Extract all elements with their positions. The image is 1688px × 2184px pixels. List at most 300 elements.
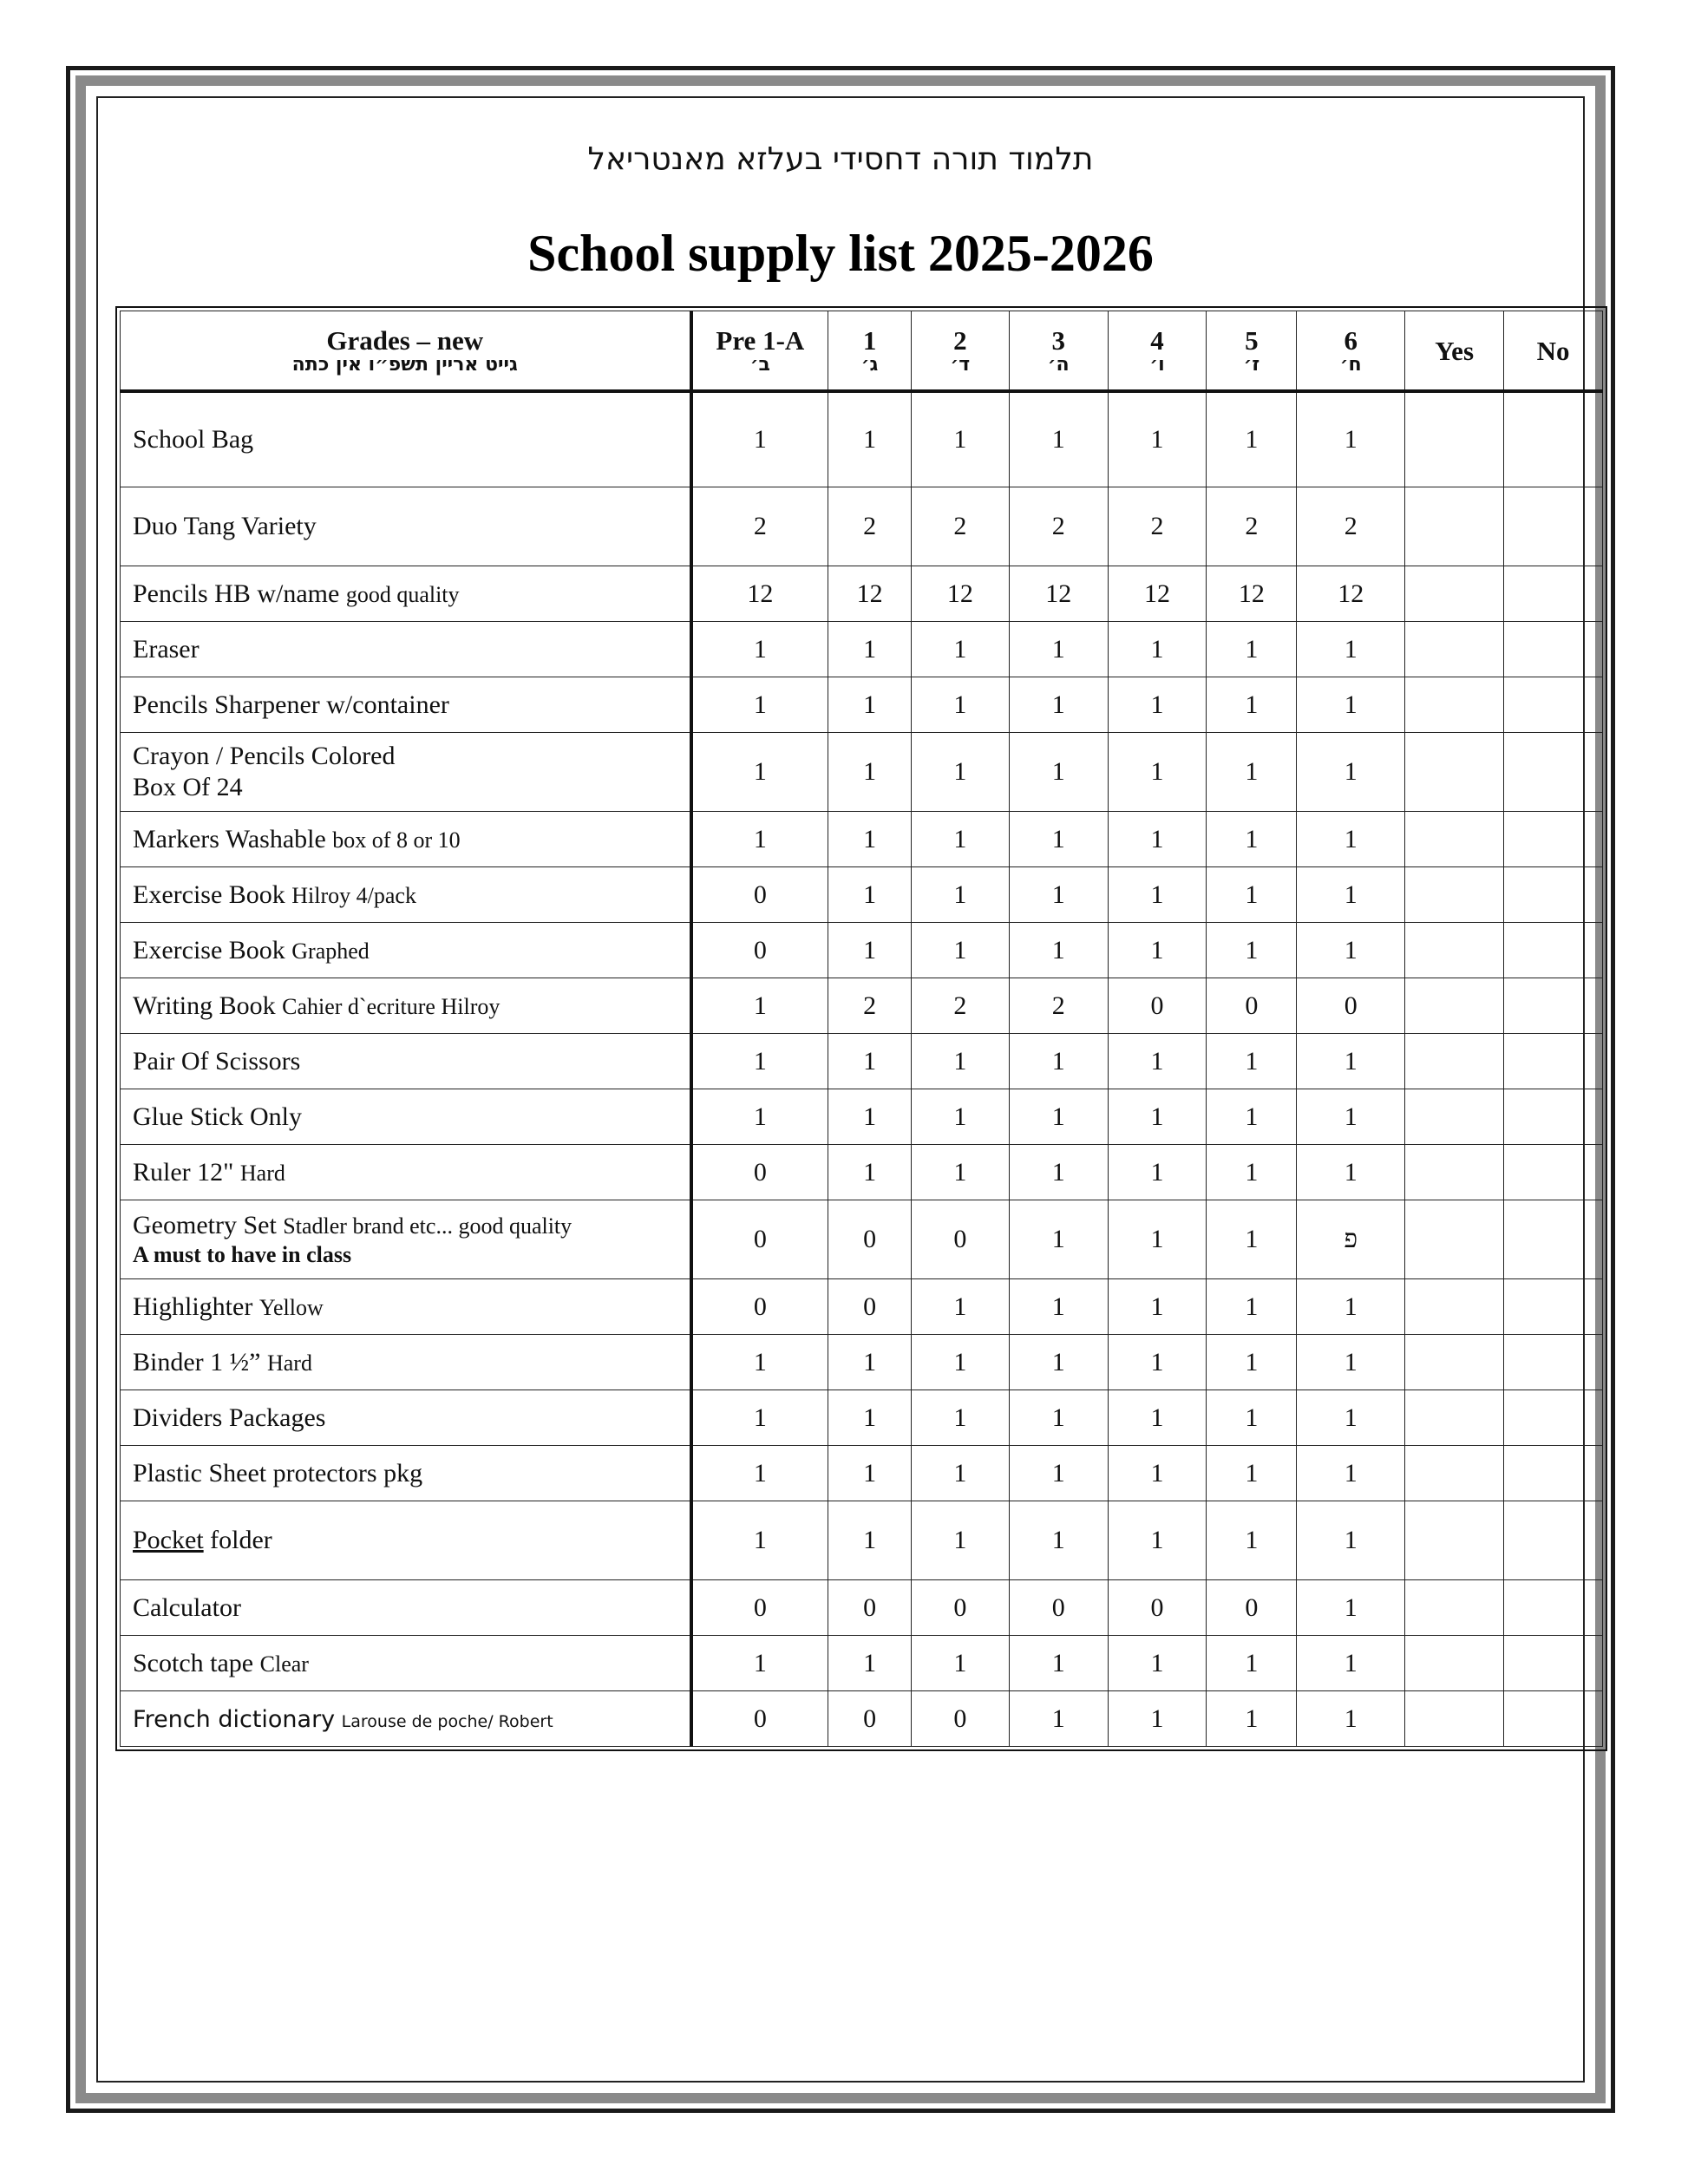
quantity-cell: 1 [1009,867,1108,923]
item-name-rest: folder [203,1526,272,1554]
item-name: Pencils HB w/name [133,579,340,608]
quantity-cell: 0 [691,1200,828,1279]
quantity-cell: 1 [1009,1089,1108,1145]
quantity-cell: 1 [828,1636,912,1691]
yes-checkbox-cell[interactable] [1405,733,1504,812]
quantity-cell: 1 [1297,1390,1405,1446]
quantity-cell: 0 [1207,1580,1297,1636]
table-row [121,1580,1603,1636]
quantity-cell: 1 [911,1501,1009,1580]
quantity-cell: 1 [911,733,1009,812]
quantity-cell: 1 [1297,1691,1405,1747]
table-row [121,1034,1603,1089]
quantity-cell: 1 [1207,1335,1297,1390]
item-cell [121,733,691,812]
yes-checkbox-cell[interactable] [1405,1145,1504,1200]
quantity-cell: 2 [1108,487,1207,566]
no-checkbox-cell[interactable] [1504,566,1603,622]
item-name: Highlighter [133,1291,253,1321]
quantity-cell: 1 [1009,622,1108,677]
quantity-cell: 1 [1108,1501,1207,1580]
quantity-cell: 1 [691,812,828,867]
quantity-cell: 0 [911,1580,1009,1636]
table-row [121,566,1603,622]
yes-checkbox-cell[interactable] [1405,1446,1504,1501]
quantity-cell: 1 [1108,677,1207,733]
quantity-cell: 1 [1207,1089,1297,1145]
item-name: Glue Stick Only [133,1102,302,1131]
yes-checkbox-cell[interactable] [1405,677,1504,733]
quantity-cell: 0 [1108,1580,1207,1636]
item-note: Yellow [258,1294,324,1320]
item-cell [121,677,691,733]
quantity-cell: 12 [1108,566,1207,622]
item-note: Clear [259,1651,309,1677]
quantity-cell: 1 [1009,1636,1108,1691]
item-cell [121,487,691,566]
item-note: good quality [345,581,460,607]
no-checkbox-cell[interactable] [1504,677,1603,733]
quantity-cell: 1 [1297,1145,1405,1200]
column-header-hebrew: ב׳ [749,353,770,376]
table-row [121,391,1603,487]
column-header [691,311,828,392]
quantity-cell: 1 [1297,1446,1405,1501]
quantity-cell: 0 [1297,978,1405,1034]
quantity-cell: 1 [1009,1279,1108,1335]
organization-name: תלמוד תורה דחסידי בעלזא מאנטריאל [587,141,1094,177]
yes-checkbox-cell[interactable] [1405,487,1504,566]
item-cell [121,978,691,1034]
quantity-cell: 2 [1207,487,1297,566]
table-row [121,978,1603,1034]
quantity-cell: 1 [911,867,1009,923]
quantity-cell: 1 [1207,1636,1297,1691]
column-header-label: No [1536,335,1570,366]
quantity-cell: 1 [911,1145,1009,1200]
item-note: Stadler brand etc... good quality [283,1213,572,1239]
column-header [1405,311,1504,392]
column-header [121,311,691,392]
yes-checkbox-cell[interactable] [1405,978,1504,1034]
column-header-hebrew: גייט אריין תשפ״ו אין כתה [291,353,518,376]
quantity-cell: 1 [828,923,912,978]
quantity-cell: 1 [1207,867,1297,923]
quantity-cell: 0 [911,1200,1009,1279]
item-cell [121,923,691,978]
header-row [121,311,1603,392]
quantity-cell: 1 [1108,1089,1207,1145]
no-checkbox-cell[interactable] [1504,391,1603,487]
quantity-cell: 1 [691,1335,828,1390]
item-name: French dictionary [133,1705,336,1733]
supply-table-wrapper [115,306,1607,1751]
quantity-cell: 1 [1009,1335,1108,1390]
quantity-cell: 1 [1297,1089,1405,1145]
quantity-cell: 1 [911,1446,1009,1501]
quantity-cell: 1 [1009,812,1108,867]
no-checkbox-cell[interactable] [1504,1335,1603,1390]
quantity-cell: 1 [691,1034,828,1089]
quantity-cell: 1 [1297,923,1405,978]
quantity-cell: 1 [691,1446,828,1501]
column-header-label: 4 [1150,324,1164,356]
column-header-label: 3 [1051,324,1065,356]
quantity-cell: 0 [911,1691,1009,1747]
no-checkbox-cell[interactable] [1504,1636,1603,1691]
quantity-cell: 1 [1207,923,1297,978]
item-cell [121,812,691,867]
quantity-cell: 0 [691,1145,828,1200]
yes-checkbox-cell[interactable] [1405,1390,1504,1446]
quantity-cell: 1 [911,1089,1009,1145]
column-header-label: 6 [1344,324,1358,356]
table-row [121,1636,1603,1691]
quantity-cell: 1 [828,1089,912,1145]
no-checkbox-cell[interactable] [1504,487,1603,566]
quantity-cell: 1 [1009,1501,1108,1580]
column-header [1108,311,1207,392]
page-border [75,75,1606,2103]
no-checkbox-cell[interactable] [1504,923,1603,978]
quantity-cell: 1 [1108,733,1207,812]
quantity-cell: 1 [1297,1636,1405,1691]
quantity-cell: 2 [828,487,912,566]
quantity-cell: 1 [1207,1145,1297,1200]
quantity-cell: 0 [1207,978,1297,1034]
item-cell [121,1580,691,1636]
quantity-cell: 1 [1108,1200,1207,1279]
quantity-cell: 1 [1009,391,1108,487]
quantity-cell: 1 [1108,1390,1207,1446]
column-header-hebrew: ז׳ [1243,353,1260,376]
yes-checkbox-cell[interactable] [1405,1335,1504,1390]
yes-checkbox-cell[interactable] [1405,1501,1504,1580]
page-content [96,96,1585,2083]
quantity-cell: 1 [1297,1034,1405,1089]
quantity-cell: 1 [911,923,1009,978]
column-header [1207,311,1297,392]
yes-checkbox-cell[interactable] [1405,867,1504,923]
item-cell [121,1335,691,1390]
item-note: Cahier d`ecriture Hilroy [282,993,501,1019]
yes-checkbox-cell[interactable] [1405,1200,1504,1279]
item-name: Plastic Sheet protectors pkg [133,1458,423,1488]
quantity-cell: 1 [828,812,912,867]
item-name: Eraser [133,634,200,664]
no-checkbox-cell[interactable] [1504,1034,1603,1089]
item-name: Scotch tape [133,1648,254,1677]
item-name: Crayon / Pencils Colored [133,742,396,770]
quantity-cell: 1 [911,622,1009,677]
item-cell [121,1200,691,1279]
quantity-cell: 1 [1297,733,1405,812]
column-header-hebrew: ג׳ [860,353,879,376]
quantity-cell: 1 [1207,1279,1297,1335]
quantity-cell: 1 [1108,923,1207,978]
quantity-cell: 1 [1009,1034,1108,1089]
quantity-cell: 1 [911,1390,1009,1446]
quantity-cell: 1 [1108,1335,1207,1390]
quantity-cell: 1 [828,391,912,487]
quantity-cell: פ [1297,1200,1405,1279]
column-header [1297,311,1405,392]
column-header [1009,311,1108,392]
table-row [121,1501,1603,1580]
item-name: Geometry Set [133,1211,277,1240]
quantity-cell: 1 [911,1279,1009,1335]
quantity-cell: 0 [828,1200,912,1279]
yes-checkbox-cell[interactable] [1405,1636,1504,1691]
quantity-cell: 0 [828,1279,912,1335]
quantity-cell: 1 [1108,1034,1207,1089]
quantity-cell: 1 [1297,677,1405,733]
quantity-cell: 1 [1207,733,1297,812]
quantity-cell: 12 [1207,566,1297,622]
quantity-cell: 1 [828,733,912,812]
item-cell [121,1636,691,1691]
quantity-cell: 1 [1108,1279,1207,1335]
column-header-label: Pre 1-A [716,324,805,356]
quantity-cell: 0 [1009,1580,1108,1636]
yes-checkbox-cell[interactable] [1405,1580,1504,1636]
item-note: Hard [266,1350,312,1376]
quantity-cell: 1 [1009,1200,1108,1279]
item-note: Hilroy 4/pack [291,882,416,908]
no-checkbox-cell[interactable] [1504,1446,1603,1501]
table-row [121,1390,1603,1446]
yes-checkbox-cell[interactable] [1405,1089,1504,1145]
yes-checkbox-cell[interactable] [1405,812,1504,867]
item-cell [121,391,691,487]
quantity-cell: 2 [911,487,1009,566]
quantity-cell: 1 [911,677,1009,733]
quantity-cell: 1 [1009,1145,1108,1200]
item-name: Binder 1 ½” [133,1347,261,1376]
quantity-cell: 1 [1207,812,1297,867]
quantity-cell: 1 [1207,1446,1297,1501]
yes-checkbox-cell[interactable] [1405,566,1504,622]
quantity-cell: 1 [1108,1145,1207,1200]
quantity-cell: 12 [828,566,912,622]
quantity-cell: 2 [1297,487,1405,566]
quantity-cell: 1 [911,391,1009,487]
quantity-cell: 1 [691,391,828,487]
table-row [121,1145,1603,1200]
supply-table [120,311,1603,1747]
no-checkbox-cell[interactable] [1504,1279,1603,1335]
yes-checkbox-cell[interactable] [1405,391,1504,487]
no-checkbox-cell[interactable] [1504,1200,1603,1279]
quantity-cell: 1 [1108,622,1207,677]
quantity-cell: 1 [1009,1390,1108,1446]
item-cell [121,622,691,677]
item-name: School Bag [133,425,254,454]
item-note: box of 8 or 10 [332,827,461,853]
item-note: Graphed [291,938,370,964]
quantity-cell: 1 [1207,1691,1297,1747]
quantity-cell: 1 [828,677,912,733]
quantity-cell: 1 [1207,1501,1297,1580]
quantity-cell: 1 [828,1034,912,1089]
column-header-hebrew: ח׳ [1339,353,1362,376]
item-cell [121,1446,691,1501]
quantity-cell: 2 [1009,487,1108,566]
column-header-label: Yes [1435,335,1475,366]
yes-checkbox-cell[interactable] [1405,923,1504,978]
column-header-label: 5 [1245,324,1259,356]
quantity-cell: 1 [1108,812,1207,867]
item-cell [121,1145,691,1200]
item-cell [121,566,691,622]
no-checkbox-cell[interactable] [1504,1145,1603,1200]
no-checkbox-cell[interactable] [1504,978,1603,1034]
quantity-cell: 1 [828,622,912,677]
column-header-label: Grades – new [326,324,484,356]
quantity-cell: 1 [828,1446,912,1501]
quantity-cell: 1 [1297,1580,1405,1636]
item-name: Writing Book [133,991,276,1020]
table-body [121,391,1603,1747]
no-checkbox-cell[interactable] [1504,622,1603,677]
item-name: Pocket [133,1526,204,1554]
item-name: Ruler 12" [133,1157,234,1187]
yes-checkbox-cell[interactable] [1405,1034,1504,1089]
quantity-cell: 1 [828,867,912,923]
quantity-cell: 12 [1009,566,1108,622]
quantity-cell: 1 [1297,812,1405,867]
quantity-cell: 1 [1297,1335,1405,1390]
quantity-cell: 1 [828,1501,912,1580]
column-header-hebrew: ה׳ [1047,353,1070,376]
quantity-cell: 1 [1009,733,1108,812]
quantity-cell: 1 [1297,867,1405,923]
item-name: Exercise Book [133,935,285,964]
quantity-cell: 1 [911,1335,1009,1390]
quantity-cell: 2 [828,978,912,1034]
quantity-cell: 0 [1108,978,1207,1034]
no-checkbox-cell[interactable] [1504,1390,1603,1446]
quantity-cell: 1 [1207,1034,1297,1089]
item-cell [121,1691,691,1747]
quantity-cell: 1 [1297,391,1405,487]
quantity-cell: 1 [1207,622,1297,677]
item-name: Exercise Book [133,879,285,909]
quantity-cell: 0 [691,923,828,978]
column-header-hebrew: ו׳ [1149,353,1165,376]
quantity-cell: 1 [1108,1636,1207,1691]
quantity-cell: 1 [691,1390,828,1446]
table-row [121,1089,1603,1145]
quantity-cell: 1 [1009,677,1108,733]
quantity-cell: 0 [691,1691,828,1747]
yes-checkbox-cell[interactable] [1405,1691,1504,1747]
table-row [121,733,1603,812]
quantity-cell: 12 [1297,566,1405,622]
table-row [121,487,1603,566]
quantity-cell: 1 [691,978,828,1034]
table-row [121,1446,1603,1501]
table-row [121,867,1603,923]
column-header-hebrew: ד׳ [950,353,971,376]
quantity-cell: 1 [1009,1691,1108,1747]
yes-checkbox-cell[interactable] [1405,1279,1504,1335]
quantity-cell: 1 [911,812,1009,867]
quantity-cell: 1 [1207,391,1297,487]
quantity-cell: 1 [1108,391,1207,487]
quantity-cell: 1 [1108,867,1207,923]
table-row [121,1691,1603,1747]
item-cell [121,1089,691,1145]
item-name: Calculator [133,1592,241,1622]
item-name: Pencils Sharpener w/container [133,690,449,719]
table-row [121,677,1603,733]
no-checkbox-cell[interactable] [1504,1089,1603,1145]
quantity-cell: 1 [691,677,828,733]
item-note: Larouse de poche/ Robert [341,1711,553,1731]
column-header [828,311,912,392]
table-row [121,622,1603,677]
item-note: Hard [239,1160,285,1186]
item-cell [121,1279,691,1335]
no-checkbox-cell[interactable] [1504,1691,1603,1747]
item-cell [121,1501,691,1580]
yes-checkbox-cell[interactable] [1405,622,1504,677]
table-row [121,1200,1603,1279]
no-checkbox-cell[interactable] [1504,812,1603,867]
no-checkbox-cell[interactable] [1504,733,1603,812]
column-header [1504,311,1603,392]
quantity-cell: 1 [828,1390,912,1446]
quantity-cell: 0 [828,1580,912,1636]
quantity-cell: 2 [691,487,828,566]
item-name: Duo Tang Variety [133,512,317,540]
table-row [121,923,1603,978]
quantity-cell: 2 [1009,978,1108,1034]
quantity-cell: 1 [691,622,828,677]
table-row [121,1335,1603,1390]
column-header [911,311,1009,392]
column-header-label: 2 [953,324,967,356]
quantity-cell: 0 [828,1691,912,1747]
quantity-cell: 1 [1297,622,1405,677]
no-checkbox-cell[interactable] [1504,867,1603,923]
quantity-cell: 1 [691,1501,828,1580]
item-cell [121,1034,691,1089]
item-note: Box Of 24 [133,773,243,801]
quantity-cell: 1 [1108,1691,1207,1747]
quantity-cell: 1 [1207,1200,1297,1279]
column-header-label: 1 [862,324,877,356]
quantity-cell: 0 [691,867,828,923]
quantity-cell: 12 [691,566,828,622]
item-name: Dividers Packages [133,1403,326,1432]
quantity-cell: 0 [691,1279,828,1335]
item-cell [121,1390,691,1446]
quantity-cell: 1 [1207,677,1297,733]
quantity-cell: 1 [911,1034,1009,1089]
quantity-cell: 1 [1009,1446,1108,1501]
quantity-cell: 1 [828,1145,912,1200]
no-checkbox-cell[interactable] [1504,1580,1603,1636]
quantity-cell: 1 [1297,1501,1405,1580]
quantity-cell: 12 [911,566,1009,622]
page-frame [66,66,1615,2113]
no-checkbox-cell[interactable] [1504,1501,1603,1580]
table-row [121,1279,1603,1335]
quantity-cell: 1 [828,1335,912,1390]
page-title: School supply list 2025-2026 [527,225,1154,282]
